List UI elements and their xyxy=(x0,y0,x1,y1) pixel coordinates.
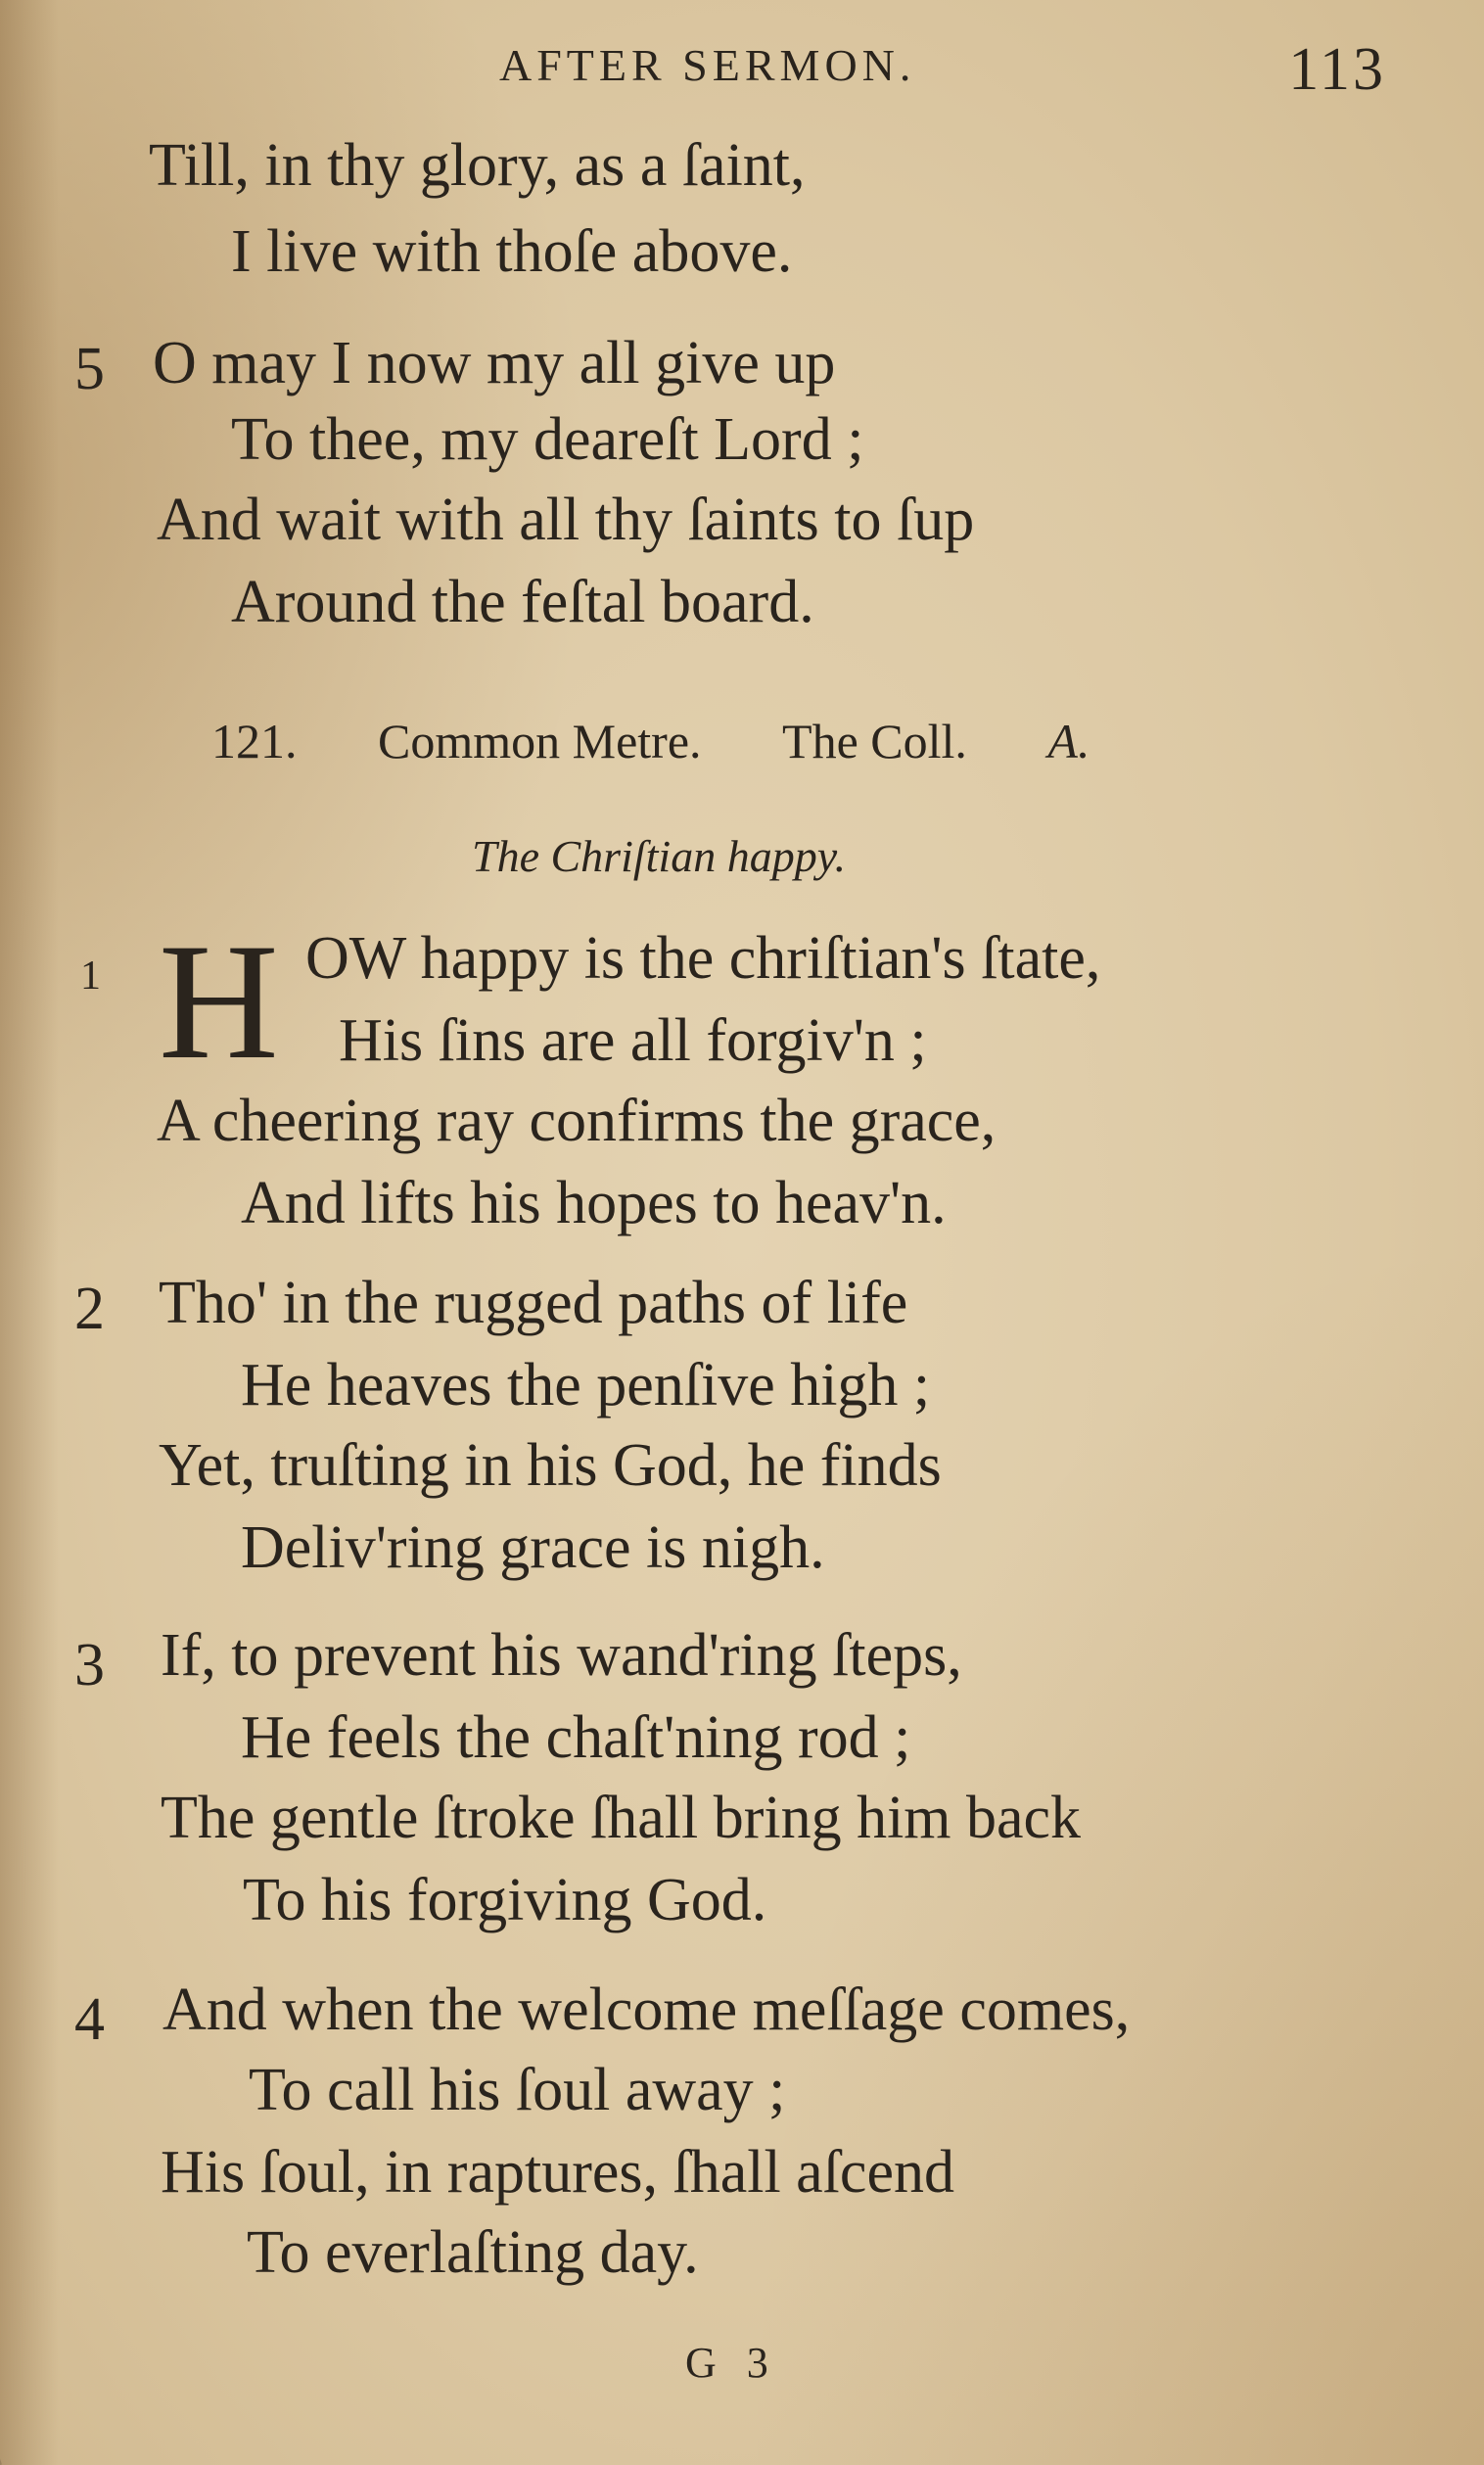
verse-line: If, to prevent his wand'ring ſteps, xyxy=(161,1622,962,1689)
verse-line: I live with thoſe above. xyxy=(231,218,793,285)
verse-line: And when the welcome meſſage comes, xyxy=(162,1977,1131,2043)
verse-line: He heaves the penſive high ; xyxy=(241,1352,931,1419)
verse-line: The gentle ſtroke ſhall bring him back xyxy=(161,1785,1082,1851)
verse-line: To his forgiving God. xyxy=(243,1867,767,1933)
hymn-title: The Chriſtian happy. xyxy=(472,831,847,881)
stanza-number: 5 xyxy=(74,336,105,402)
verse-line: To thee, my deareſt Lord ; xyxy=(231,406,864,473)
stanza-number: 1 xyxy=(80,953,101,999)
verse-line: His ſoul, in raptures, ſhall aſcend xyxy=(161,2139,954,2206)
verse-line: A cheering ray confirms the grace, xyxy=(157,1088,997,1154)
hymn-heading xyxy=(211,713,1090,769)
stanza-number: 3 xyxy=(74,1632,105,1698)
verse-line: O may I now my all give up xyxy=(153,330,836,396)
page-edge-shadow xyxy=(0,0,59,2465)
verse-line: Yet, truſting in his God, he finds xyxy=(159,1432,942,1499)
verse-line: He feels the chaſt'ning rod ; xyxy=(241,1704,911,1771)
verse-line: OW happy is the chriſtian's ſtate, xyxy=(305,925,1101,992)
verse-line: His ſins are all forgiv'n ; xyxy=(339,1007,927,1074)
running-head: AFTER SERMON. xyxy=(499,40,916,90)
hymn-metre: Common Metre. xyxy=(378,714,702,768)
verse-line: Around the feſtal board. xyxy=(231,569,814,635)
verse-line: To call his ſoul away ; xyxy=(249,2057,786,2123)
verse-line: And lifts his hopes to heav'n. xyxy=(241,1170,947,1236)
hymn-tune: The Coll. xyxy=(782,714,967,768)
verse-line: And wait with all thy ſaints to ſup xyxy=(157,487,975,553)
stanza-number: 2 xyxy=(74,1276,105,1342)
drop-cap: H xyxy=(159,909,279,1093)
verse-line: To everlaſting day. xyxy=(247,2219,699,2286)
verse-line: Till, in thy glory, as a ſaint, xyxy=(149,132,806,199)
verse-line: Deliv'ring grace is nigh. xyxy=(241,1514,825,1581)
hymn-author: A. xyxy=(1047,714,1090,768)
verse-line: Tho' in the rugged paths of life xyxy=(159,1270,908,1336)
hymn-number: 121. xyxy=(211,714,298,768)
page-number: 113 xyxy=(1288,36,1386,103)
stanza-number: 4 xyxy=(74,1986,105,2053)
signature-mark: G 3 xyxy=(685,2339,778,2387)
